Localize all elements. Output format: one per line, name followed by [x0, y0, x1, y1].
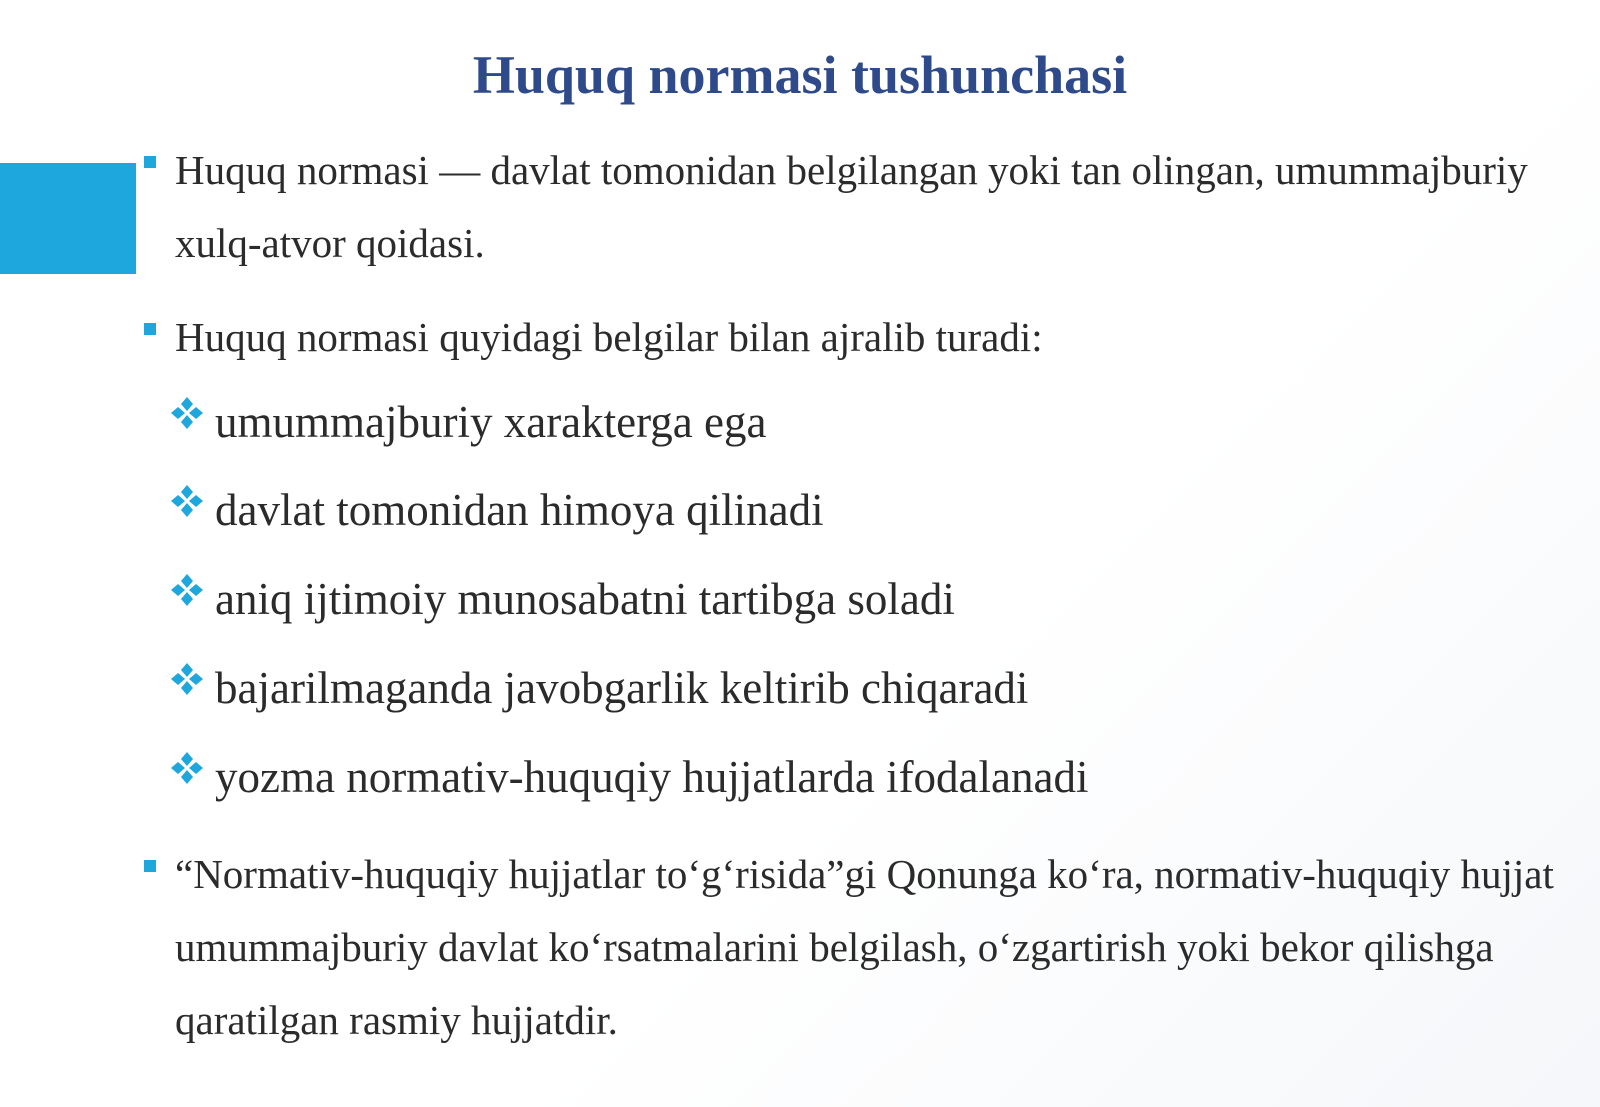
square-bullet-icon	[144, 860, 156, 872]
sub-item-text: bajarilmaganda javobgarlik keltirib chiqaradi	[215, 663, 1029, 713]
bullet-definition	[175, 134, 1555, 280]
bullet-text: Huquq normasi — davlat tomonidan belgilangan yoki tan olingan, umummajburiy xulq-atvor qoidasi.	[175, 147, 1528, 266]
slide-title: Huquq normasi tushunchasi	[472, 45, 1128, 105]
square-bullet-icon	[144, 156, 156, 168]
sub-item-text: umummajburiy xarakterga ega	[215, 397, 767, 447]
sub-item	[215, 747, 1088, 807]
four-diamond-icon	[170, 396, 204, 430]
bullet-text: “Normativ-huquqiy hujjatlar to‘g‘risida”gi Qonunga ko‘ra, normativ-huquqiy hujjat umummajburiy davlat ko‘rsatmalarini belgilash, o‘zgartirish yoki bekor qilishga qaratilgan rasmiy hujjatdir.	[175, 851, 1554, 1043]
sub-item	[215, 480, 824, 540]
sub-item-text: aniq ijtimoiy munosabatni tartibga soladi	[215, 574, 955, 624]
square-bullet-icon	[144, 323, 156, 335]
bullet-features-intro	[175, 301, 1555, 374]
bullet-law-reference	[175, 838, 1555, 1057]
sub-item-text: davlat tomonidan himoya qilinadi	[215, 485, 824, 535]
accent-block	[0, 163, 136, 274]
sub-item	[215, 392, 766, 452]
sub-item-text: yozma normativ-huquqiy hujjatlarda ifodalanadi	[215, 752, 1089, 802]
sub-item	[215, 569, 955, 629]
four-diamond-icon	[170, 484, 204, 518]
bullet-text: Huquq normasi quyidagi belgilar bilan ajralib turadi:	[175, 314, 1043, 360]
four-diamond-icon	[170, 751, 204, 785]
four-diamond-icon	[170, 573, 204, 607]
four-diamond-icon	[170, 662, 204, 696]
sub-item	[215, 658, 1028, 718]
